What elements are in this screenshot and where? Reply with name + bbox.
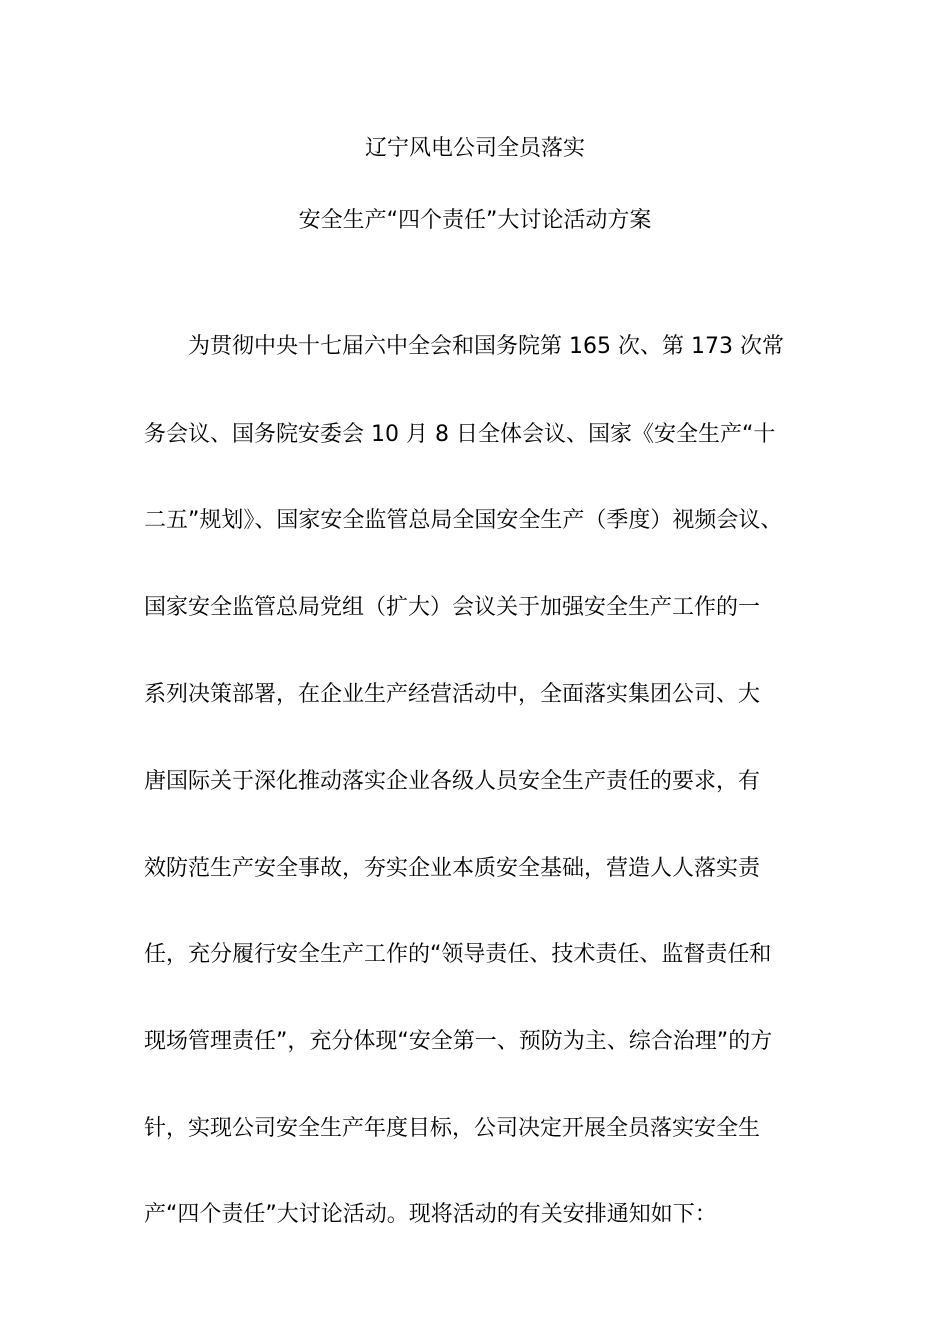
paragraph-line: 任，充分履行安全生产工作的“领导责任、技术责任、监督责任和: [144, 942, 772, 967]
paragraph-line: 务会议、国务院安委会 10 月 8 日全体会议、国家《安全生产“十: [144, 422, 776, 447]
paragraph-line: 产“四个责任”大讨论活动。现将活动的有关安排通知如下：: [144, 1202, 717, 1227]
paragraph-line: 系列决策部署，在企业生产经营活动中，全面落实集团公司、大: [144, 682, 761, 707]
document-title-line-1: 辽宁风电公司全员落实: [364, 136, 585, 161]
paragraph-line: 二五”规划》、国家安全监管总局全国安全生产（季度）视频会议、: [144, 508, 783, 533]
document-title-line-2: 安全生产“四个责任”大讨论活动方案: [298, 208, 652, 233]
paragraph-line: 为贯彻中央十七届六中全会和国务院第 165 次、第 173 次常: [188, 334, 784, 359]
paragraph-line: 针，实现公司安全生产年度目标，公司决定开展全员落实安全生: [144, 1116, 761, 1141]
paragraph-line: 国家安全监管总局党组（扩大）会议关于加强安全生产工作的一: [144, 595, 761, 620]
paragraph-line: 效防范生产安全事故，夯实企业本质安全基础，营造人人落实责: [144, 856, 761, 881]
paragraph-line: 现场管理责任”，充分体现“安全第一、预防为主、综合治理”的方: [144, 1029, 773, 1054]
paragraph-line: 唐国际关于深化推动落实企业各级人员安全生产责任的要求，有: [144, 769, 761, 794]
